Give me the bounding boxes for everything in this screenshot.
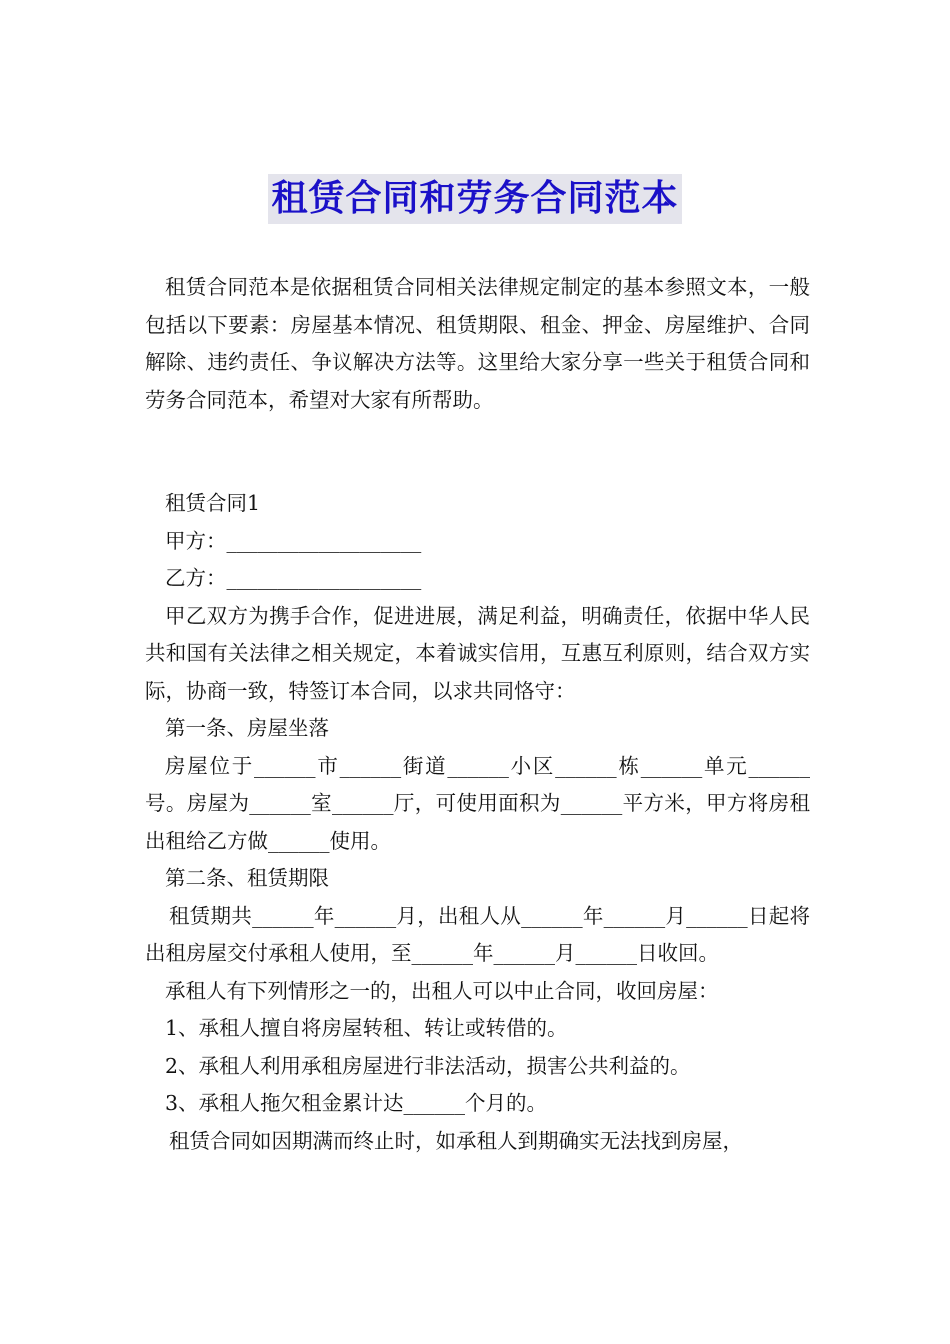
- termination-item-2: 2、承租人利用承租房屋进行非法活动，损害公共利益的。: [165, 1053, 691, 1078]
- article-2-text: 租赁期共______年______月，出租人从______年______月______日起将出租房屋交付承租人使用，至______年______月______日收回。: [145, 903, 810, 965]
- party-a-line: 甲方：___________________: [165, 528, 422, 553]
- title-container: [0, 174, 950, 224]
- preamble-paragraph: 甲乙双方为携手合作，促进进展，满足利益，明确责任，依据中华人民共和国有关法律之相关规定，本着诚实信用，互惠互利原则，结合双方实际，协商一致，特签订本合同，以求共同恪守：: [145, 603, 810, 703]
- intro-paragraph: 租赁合同范本是依据租赁合同相关法律规定制定的基本参照文本，一般包括以下要素：房屋基本情况、租赁期限、租金、押金、房屋维护、合同解除、违约责任、争议解决方法等。这里给大家分享一些关于租赁合同和劳务合同范本，希望对大家有所帮助。: [145, 275, 810, 412]
- contract-heading: 租赁合同1: [165, 491, 261, 515]
- termination-item-1: 1、承租人擅自将房屋转租、转让或转借的。: [165, 1016, 568, 1040]
- article-2-title: 第二条、租赁期限: [165, 866, 329, 890]
- document-title: 租赁合同和劳务合同范本: [268, 174, 681, 224]
- contract-section: [145, 485, 810, 1160]
- article-1-text: 房屋位于______市______街道______小区______栋______单元______号。房屋为______室______厅，可使用面积为______平方米，甲方将房租出租给乙方做______使用。: [145, 753, 810, 853]
- closing-paragraph: 租赁合同如因期满而终止时，如承租人到期确实无法找到房屋，: [169, 1128, 743, 1153]
- termination-item-3: 3、承租人拖欠租金累计达______个月的。: [165, 1091, 548, 1115]
- party-b-line: 乙方：___________________: [165, 566, 422, 590]
- article-1-title: 第一条、房屋坐落: [165, 716, 329, 740]
- termination-intro: 承租人有下列情形之一的，出租人可以中止合同，收回房屋：: [165, 978, 719, 1003]
- intro-section: [145, 269, 810, 419]
